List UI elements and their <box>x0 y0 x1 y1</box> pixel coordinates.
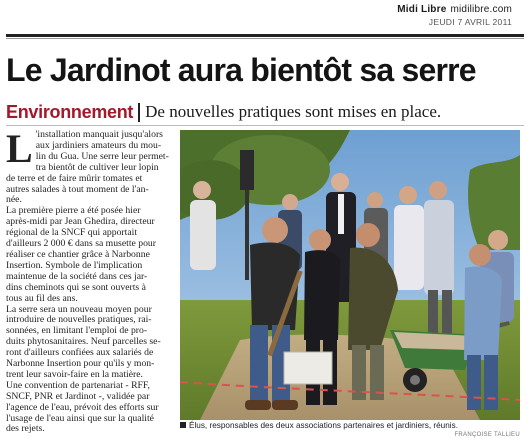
drop-cap: L <box>6 126 33 171</box>
body-line: lin du Gua. Une serre leur permet- <box>35 150 169 162</box>
article-headline: Le Jardinot aura bientôt sa serre <box>6 52 476 88</box>
article-deck: De nouvelles pratiques sont mises en place. <box>145 102 442 121</box>
photo-caption-row <box>180 421 520 438</box>
body-line: tous au fil des ans. <box>6 292 78 304</box>
first-paragraph <box>6 126 174 206</box>
body-line: des rejets. <box>6 423 45 435</box>
masthead <box>8 2 522 36</box>
body-line: Insertion. Symbole de l'implication <box>6 259 143 271</box>
masthead-rule <box>6 34 524 37</box>
newspaper-name: Midi Libre <box>397 4 447 15</box>
kicker-row <box>6 101 526 123</box>
photo-illustration <box>180 130 520 420</box>
article-body <box>6 126 174 435</box>
body-line: aux jardiniers amateurs du mou- <box>35 139 162 151</box>
body-line: SNCF, PNR et Jardinot -, validée par <box>6 390 150 402</box>
kicker-rule <box>6 125 524 126</box>
body-line: Une convention de partenariat - RFF, <box>6 379 150 391</box>
body-line: dins cheminots qui se sont ouverts à <box>6 281 146 293</box>
body-line: l'usage de l'eau ainsi que sur la qualité <box>6 412 154 424</box>
body-line: La première pierre a été posée hier <box>6 205 141 217</box>
masthead-brand <box>397 4 512 15</box>
body-line: de terre et de faire mûrir tomates et <box>6 172 143 184</box>
body-line: trent leur savoir-faire en la matière. <box>6 368 143 380</box>
body-line: introduire de nouvelles pratiques, rai- <box>6 314 152 326</box>
caption-bullet-icon <box>180 422 186 428</box>
body-line: d'ailleurs 2 000 € dans sa musette pour <box>6 238 156 250</box>
article-photo <box>180 130 520 420</box>
body-line: autres salades à tout moment de l'an- <box>6 183 149 195</box>
body-line: duits phytosanitaires. Neuf parcelles se- <box>6 336 161 348</box>
body-line: 'installation manquait jusqu'alors <box>35 129 163 140</box>
foundation-stone <box>284 352 332 384</box>
kicker-divider <box>138 103 140 122</box>
photo-credit: FRANÇOISE TALLIEU <box>454 432 520 438</box>
body-line: Narbonne Insertion pour qu'ils y mon- <box>6 358 155 370</box>
body-line: ront d'ailleurs confiées aux salariés de <box>6 347 154 359</box>
body-line: régional de la SNCF qui apportait <box>6 227 138 239</box>
body-line: maintenue de la société dans ces jar- <box>6 270 148 282</box>
body-line: réaliser ce chantier grâce à Narbonne <box>6 248 150 260</box>
body-line: après-midi par Jean Ghedira, directeur <box>6 216 155 228</box>
body-line: née. <box>6 194 22 206</box>
newspaper-site: midilibre.com <box>450 4 512 15</box>
photo-caption: Élus, responsables des deux associations partenaires et jardiniers, réunis. <box>189 421 458 430</box>
issue-date: JEUDI 7 AVRIL 2011 <box>428 17 512 27</box>
section-kicker: Environnement <box>6 102 134 122</box>
lamp-post <box>240 150 254 190</box>
body-line: La serre sera un nouveau moyen pour <box>6 303 152 315</box>
body-line: l'agence de l'eau, prévoit des efforts sur <box>6 401 159 413</box>
body-line: sonnées, en limitant l'emploi de pro- <box>6 325 148 337</box>
body-line: tra bientôt de cultiver leur lopin <box>35 161 159 173</box>
masthead-rule-thin <box>6 38 524 39</box>
